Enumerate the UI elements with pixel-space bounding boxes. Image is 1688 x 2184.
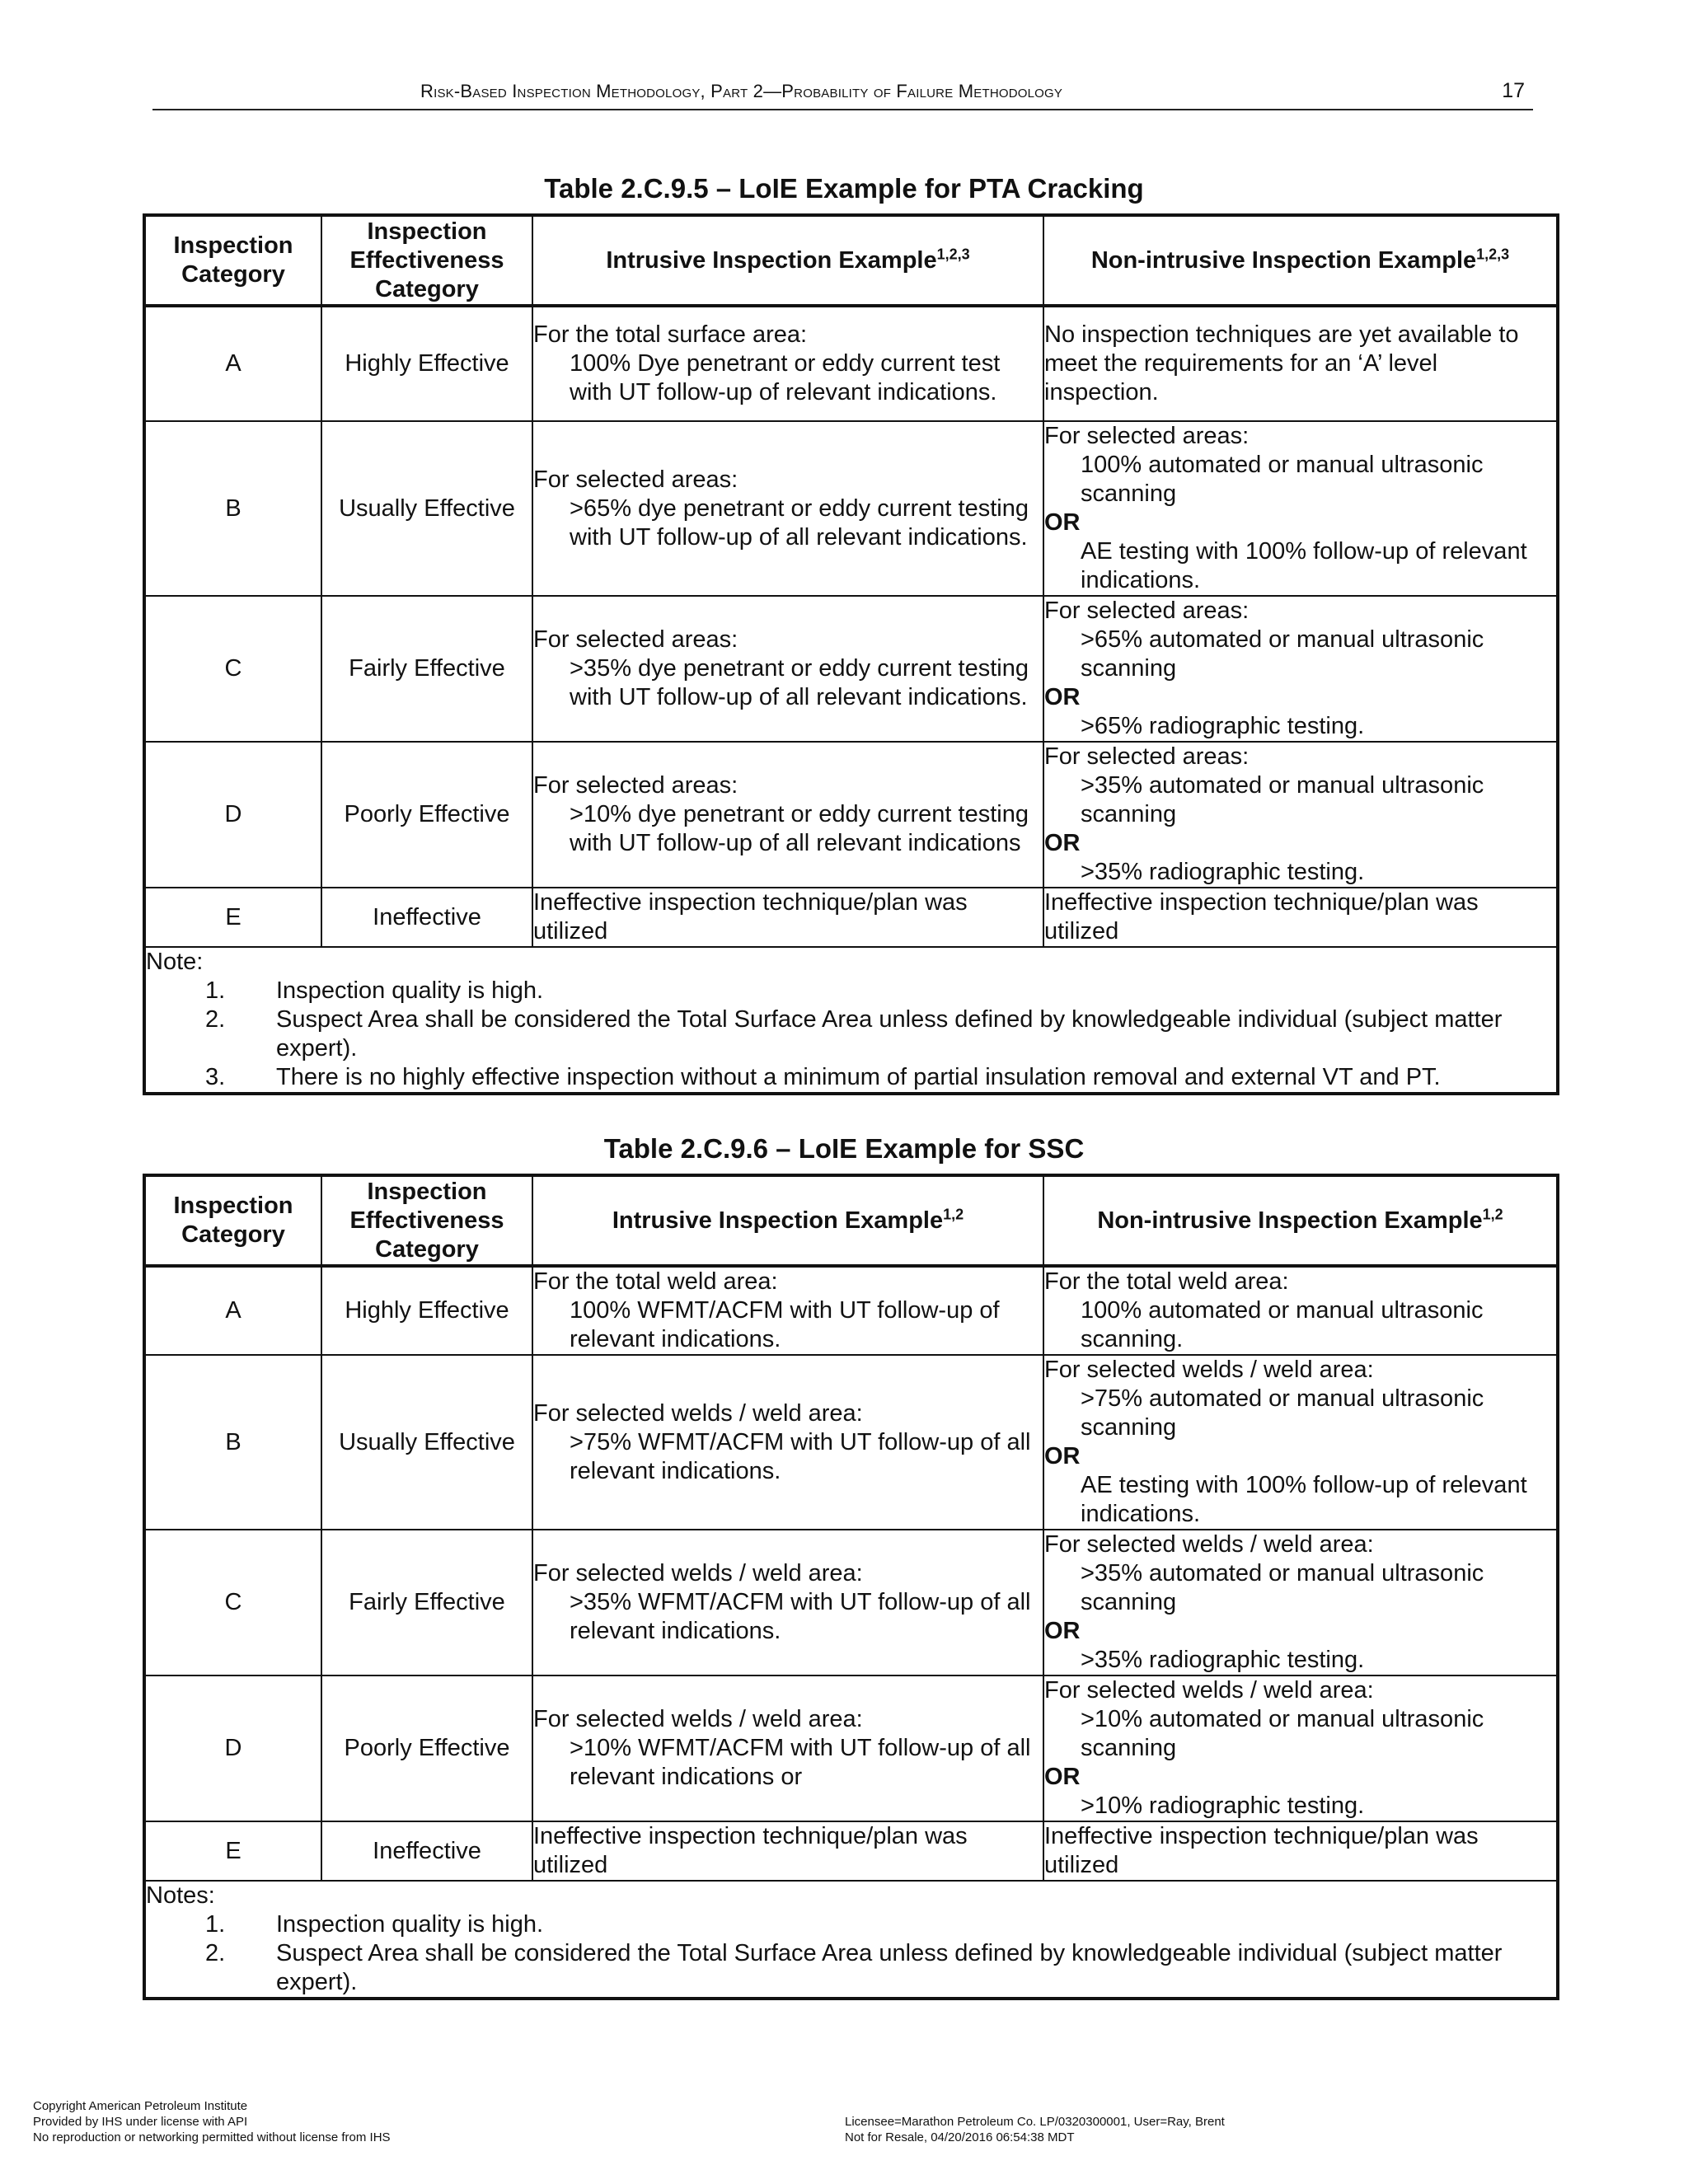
example-detail: >35% dye penetrant or eddy current testing with UT follow-up of all relevant indications.: [570, 655, 1029, 710]
table-row: [144, 1355, 1558, 1530]
effectiveness-cell: Highly Effective: [321, 306, 532, 421]
example-lead: For selected areas:: [533, 626, 738, 653]
note-text: There is no highly effective inspection without a minimum of partial insulation removal and external VT and PT.: [276, 1064, 1441, 1090]
note-number: 2.: [205, 1940, 226, 1966]
example-detail: >10% automated or manual ultrasonic scanning: [1081, 1706, 1484, 1761]
effectiveness-cell: Ineffective: [321, 888, 532, 947]
table-row: [144, 1821, 1558, 1881]
nonintrusive-cell: [1043, 1266, 1558, 1355]
intrusive-cell: [532, 1355, 1043, 1530]
example-text: No inspection techniques are yet available to meet the requirements for an ‘A’ level inspection.: [1044, 321, 1519, 405]
intrusive-cell: [532, 742, 1043, 888]
or-label: OR: [1044, 684, 1081, 710]
header-intrusive: Intrusive Inspection Example$^{1,2}$: [532, 1175, 1043, 1266]
footer-line: Copyright American Petroleum Institute: [33, 2099, 248, 2113]
header-effectiveness: Inspection Effectiveness Category: [321, 215, 532, 306]
example-detail: AE testing with 100% follow-up of relevant indications.: [1081, 538, 1527, 593]
table1-header-row: [144, 215, 1558, 306]
nonintrusive-cell: [1043, 1821, 1558, 1881]
effectiveness-cell: Highly Effective: [321, 1266, 532, 1355]
note-text: Inspection quality is high.: [276, 1911, 544, 1938]
table-row: [144, 596, 1558, 742]
example-text: Ineffective inspection technique/plan was utilized: [1044, 889, 1479, 944]
note-text: Suspect Area shall be considered the Total Surface Area unless defined by knowledgeable individual (subject matter expert).: [276, 1940, 1503, 1995]
nonintrusive-cell: [1043, 1530, 1558, 1675]
note-item: [146, 1063, 1556, 1092]
table2-notes: [144, 1881, 1558, 1999]
effectiveness-cell: Ineffective: [321, 1821, 532, 1881]
or-label: OR: [1044, 1618, 1081, 1644]
example-detail: >10% WFMT/ACFM with UT follow-up of all relevant indications or: [570, 1735, 1031, 1790]
or-label: OR: [1044, 1764, 1081, 1790]
note-item: [146, 977, 1556, 1005]
example-lead: For the total weld area:: [533, 1268, 778, 1295]
example-lead: For the total weld area:: [1044, 1268, 1289, 1295]
example-detail: 100% automated or manual ultrasonic scanning: [1081, 452, 1484, 507]
nonintrusive-cell: [1043, 1675, 1558, 1821]
example-detail: 100% WFMT/ACFM with UT follow-up of relevant indications.: [570, 1297, 1000, 1352]
note-item: [146, 1005, 1556, 1063]
example-text: Ineffective inspection technique/plan was utilized: [533, 1823, 968, 1878]
example-detail: >35% radiographic testing.: [1081, 1647, 1365, 1673]
running-title: Risk-Based Inspection Methodology, Part 2—Probability of Failure Methodology: [420, 81, 1063, 101]
example-detail: >75% automated or manual ultrasonic scanning: [1081, 1385, 1484, 1441]
header-intrusive: Intrusive Inspection Example$^{1,2,3}$: [532, 215, 1043, 306]
notes-label: Note:: [146, 949, 204, 975]
category-cell: C: [144, 1530, 321, 1675]
table1-notes: [144, 947, 1558, 1094]
example-detail: >35% WFMT/ACFM with UT follow-up of all relevant indications.: [570, 1589, 1031, 1644]
nonintrusive-cell: [1043, 306, 1558, 421]
example-lead: For selected welds / weld area:: [1044, 1677, 1374, 1704]
category-cell: E: [144, 1821, 321, 1881]
table-row: [144, 1675, 1558, 1821]
note-number: 1.: [205, 1911, 226, 1938]
category-cell: D: [144, 742, 321, 888]
example-detail: 100% Dye penetrant or eddy current test with UT follow-up of relevant indications.: [570, 350, 1001, 405]
effectiveness-cell: Fairly Effective: [321, 1530, 532, 1675]
example-lead: For selected areas:: [533, 772, 738, 799]
table-row: [144, 1530, 1558, 1675]
effectiveness-cell: Poorly Effective: [321, 742, 532, 888]
table-row: [144, 421, 1558, 596]
category-cell: A: [144, 306, 321, 421]
table-row: [144, 888, 1558, 947]
intrusive-cell: [532, 1821, 1043, 1881]
note-text: Suspect Area shall be considered the Total Surface Area unless defined by knowledgeable individual (subject matter expert).: [276, 1006, 1503, 1062]
footer-line: Provided by IHS under license with API: [33, 2115, 248, 2129]
category-cell: A: [144, 1266, 321, 1355]
table1-notes-row: [144, 947, 1558, 1094]
note-number: 2.: [205, 1006, 226, 1033]
example-detail: >65% radiographic testing.: [1081, 713, 1365, 739]
intrusive-cell: [532, 1266, 1043, 1355]
example-text: Ineffective inspection technique/plan was utilized: [1044, 1823, 1479, 1878]
example-lead: For selected welds / weld area:: [533, 1560, 863, 1586]
intrusive-cell: [532, 306, 1043, 421]
table-row: [144, 306, 1558, 421]
intrusive-cell: [532, 1675, 1043, 1821]
example-lead: For selected welds / weld area:: [533, 1399, 863, 1427]
example-detail: >75% WFMT/ACFM with UT follow-up of all relevant indications.: [570, 1428, 1031, 1484]
intrusive-cell: [532, 1530, 1043, 1675]
note-text: Inspection quality is high.: [276, 977, 544, 1004]
intrusive-cell: [532, 888, 1043, 947]
nonintrusive-cell: [1043, 1355, 1558, 1530]
table1: [143, 213, 1559, 1095]
intrusive-cell: [532, 421, 1043, 596]
example-text: Ineffective inspection technique/plan was utilized: [533, 889, 968, 944]
note-number: 1.: [205, 977, 226, 1004]
or-label: OR: [1044, 830, 1081, 856]
footer-line: No reproduction or networking permitted without license from IHS: [33, 2130, 391, 2144]
category-cell: D: [144, 1675, 321, 1821]
or-label: OR: [1044, 509, 1081, 536]
effectiveness-cell: Fairly Effective: [321, 596, 532, 742]
example-detail: >65% automated or manual ultrasonic scanning: [1081, 626, 1484, 682]
footer-license: [845, 2114, 1225, 2145]
table2-notes-row: [144, 1881, 1558, 1999]
category-cell: B: [144, 421, 321, 596]
example-lead: For selected areas:: [1044, 598, 1250, 624]
effectiveness-cell: Usually Effective: [321, 1355, 532, 1530]
header-category: Inspection Category: [144, 215, 321, 306]
running-header: [152, 79, 1533, 110]
table2: [143, 1174, 1559, 2000]
example-lead: For selected welds / weld area:: [1044, 1357, 1374, 1383]
example-detail: 100% automated or manual ultrasonic scanning.: [1081, 1297, 1484, 1352]
page-number: 17: [1502, 79, 1525, 102]
note-item: [146, 1939, 1556, 1997]
effectiveness-cell: Usually Effective: [321, 421, 532, 596]
header-category: Inspection Category: [144, 1175, 321, 1266]
nonintrusive-cell: [1043, 596, 1558, 742]
notes-label: Notes:: [146, 1882, 215, 1909]
effectiveness-cell: Poorly Effective: [321, 1675, 532, 1821]
example-lead: For selected areas:: [1044, 743, 1250, 770]
nonintrusive-cell: [1043, 421, 1558, 596]
example-detail: AE testing with 100% follow-up of relevant indications.: [1081, 1472, 1527, 1527]
example-detail: >35% automated or manual ultrasonic scanning: [1081, 1560, 1484, 1615]
header-nonintrusive: Non-intrusive Inspection Example$^{1,2,3}$: [1043, 215, 1558, 306]
table-row: [144, 742, 1558, 888]
nonintrusive-cell: [1043, 888, 1558, 947]
example-lead: For selected welds / weld area:: [533, 1706, 863, 1732]
example-detail: >35% radiographic testing.: [1081, 859, 1365, 885]
note-number: 3.: [205, 1064, 226, 1090]
table-row: [144, 1266, 1558, 1355]
table1-title: Table 2.C.9.5 – LoIE Example for PTA Cracking: [544, 173, 1144, 204]
category-cell: B: [144, 1355, 321, 1530]
example-detail: >35% automated or manual ultrasonic scanning: [1081, 772, 1484, 827]
or-label: OR: [1044, 1443, 1081, 1469]
example-detail: >65% dye penetrant or eddy current testing with UT follow-up of all relevant indications.: [570, 494, 1029, 551]
category-cell: C: [144, 596, 321, 742]
note-item: [146, 1910, 1556, 1939]
footer-copyright: [33, 2098, 391, 2145]
intrusive-cell: [532, 596, 1043, 742]
example-lead: For selected welds / weld area:: [1044, 1531, 1374, 1558]
table2-header-row: [144, 1175, 1558, 1266]
nonintrusive-cell: [1043, 742, 1558, 888]
example-detail: >10% dye penetrant or eddy current testing with UT follow-up of all relevant indications: [570, 801, 1029, 856]
example-lead: For selected areas:: [1044, 423, 1250, 449]
category-cell: E: [144, 888, 321, 947]
header-effectiveness: Inspection Effectiveness Category: [321, 1175, 532, 1266]
example-lead: For selected areas:: [533, 466, 738, 493]
example-lead: For the total surface area:: [533, 321, 808, 348]
footer-line: Licensee=Marathon Petroleum Co. LP/0320300001, User=Ray, Brent: [845, 2115, 1225, 2129]
example-detail: >10% radiographic testing.: [1081, 1793, 1365, 1819]
footer-line: Not for Resale, 04/20/2016 06:54:38 MDT: [845, 2130, 1075, 2144]
header-nonintrusive: Non-intrusive Inspection Example$^{1,2}$: [1043, 1175, 1558, 1266]
table2-title: Table 2.C.9.6 – LoIE Example for SSC: [603, 1133, 1085, 1164]
